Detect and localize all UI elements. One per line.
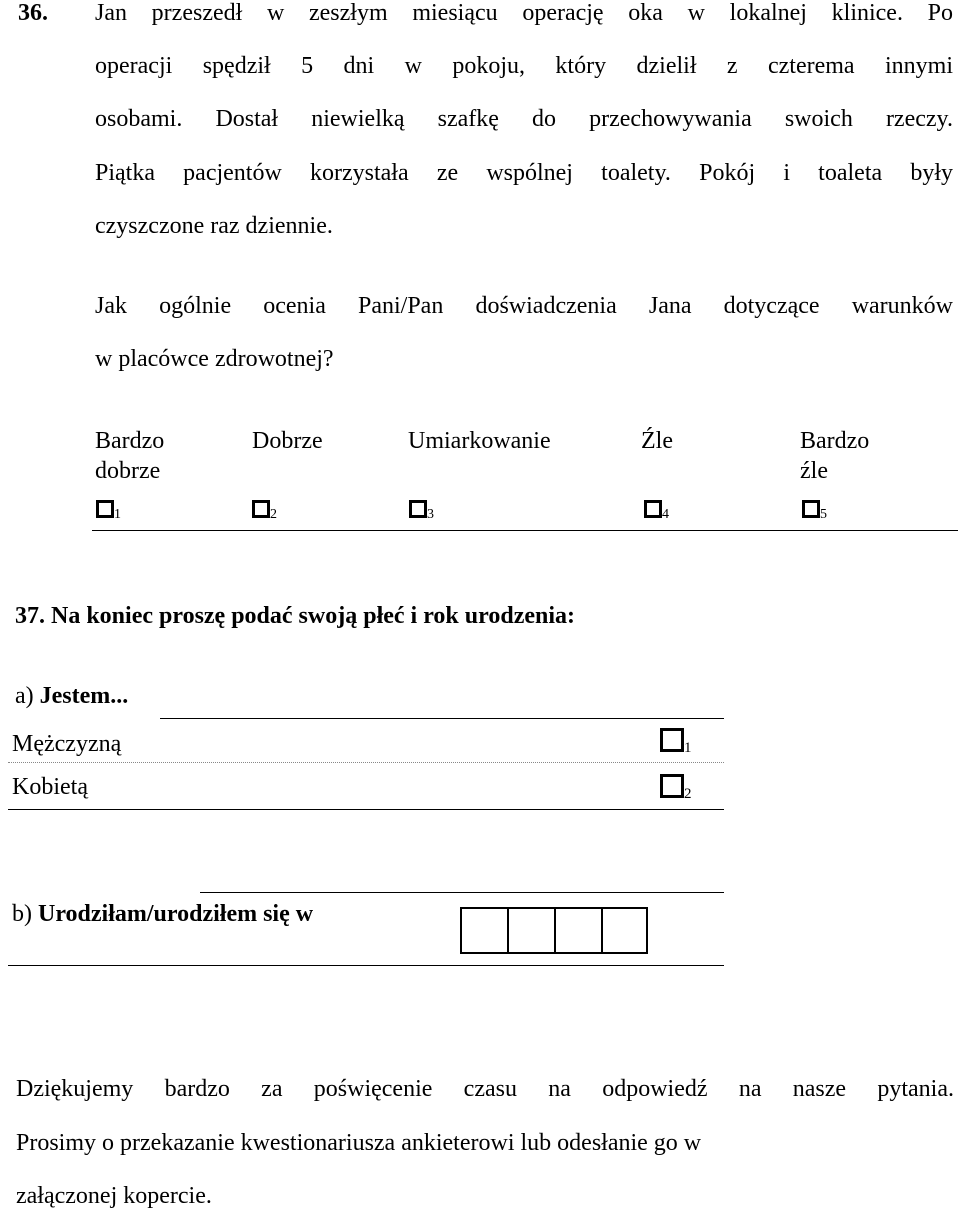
closing-line-2: Prosimy o przekazanie kwestionariusza ankieterowi lub odesłanie go w	[16, 1130, 702, 1156]
part-b-heading	[12, 901, 313, 928]
year-digit-box[interactable]	[460, 907, 507, 954]
scenario-line-1: Jan przeszedł w zeszłym miesiącu operację oka w lokalnej klinice. Po	[95, 0, 953, 26]
option-code: 5	[820, 507, 827, 522]
option-code: 2	[270, 507, 277, 522]
option-male[interactable]	[660, 728, 692, 757]
scenario-line-3: osobami. Dostał niewielką szafkę do przechowywania swoich rzeczy.	[95, 106, 953, 132]
rating-option-3[interactable]	[409, 500, 434, 523]
checkbox[interactable]	[660, 728, 684, 752]
part-a-heading	[15, 683, 128, 710]
scale-divider	[92, 530, 958, 531]
part-a-label: Jestem...	[39, 683, 129, 709]
question-line-2: w placówce zdrowotnej?	[95, 346, 334, 372]
option-code: 1	[684, 740, 692, 756]
year-digit-box[interactable]	[601, 907, 648, 954]
option-code: 1	[114, 507, 121, 522]
option-label-moderate: Umiarkowanie	[408, 428, 551, 454]
checkbox[interactable]	[252, 500, 270, 518]
question-37-title: 37. Na koniec proszę podać swoją płeć i rok urodzenia:	[15, 603, 576, 629]
question-line-1: Jak ogólnie ocenia Pani/Pan doświadczenia Jana dotyczące warunków	[95, 293, 953, 319]
part-b-top-line	[200, 892, 724, 893]
rating-option-4[interactable]	[644, 500, 669, 523]
option-label-very-good: Bardzo dobrze	[95, 428, 165, 484]
checkbox[interactable]	[96, 500, 114, 518]
birth-year-input[interactable]	[460, 907, 648, 954]
checkbox[interactable]	[802, 500, 820, 518]
checkbox[interactable]	[644, 500, 662, 518]
question-number: 36.	[18, 0, 48, 26]
option-code: 2	[684, 786, 692, 802]
option-male-label: Mężczyzną	[12, 731, 122, 757]
checkbox[interactable]	[660, 774, 684, 798]
option-code: 4	[662, 507, 669, 522]
part-a-line	[160, 718, 724, 719]
scenario-line-2: operacji spędził 5 dni w pokoju, który dzielił z czterema innymi	[95, 53, 953, 79]
option-label-bad: Źle	[641, 428, 673, 454]
year-digit-box[interactable]	[507, 907, 554, 954]
scenario-line-5: czyszczone raz dziennie.	[95, 213, 333, 239]
part-a-prefix: a)	[15, 683, 34, 709]
option-label-very-bad: Bardzo źle	[800, 428, 870, 484]
part-b-label: Urodziłam/urodziłem się w	[38, 901, 314, 927]
row-separator	[8, 762, 724, 763]
checkbox[interactable]	[409, 500, 427, 518]
rating-option-5[interactable]	[802, 500, 827, 523]
rating-option-1[interactable]	[96, 500, 121, 523]
option-code: 3	[427, 507, 434, 522]
part-a-bottom-line	[8, 809, 724, 810]
closing-line-1: Dziękujemy bardzo za poświęcenie czasu na odpowiedź na nasze pytania.	[16, 1076, 954, 1102]
closing-line-3: załączonej kopercie.	[16, 1183, 212, 1209]
rating-option-2[interactable]	[252, 500, 277, 523]
year-digit-box[interactable]	[554, 907, 601, 954]
part-b-bottom-line	[8, 965, 724, 966]
option-female-label: Kobietą	[12, 774, 88, 800]
scenario-line-4: Piątka pacjentów korzystała ze wspólnej toalety. Pokój i toaleta były	[95, 160, 953, 186]
option-female[interactable]	[660, 774, 692, 803]
option-label-good: Dobrze	[252, 428, 323, 454]
part-b-prefix: b)	[12, 901, 32, 927]
